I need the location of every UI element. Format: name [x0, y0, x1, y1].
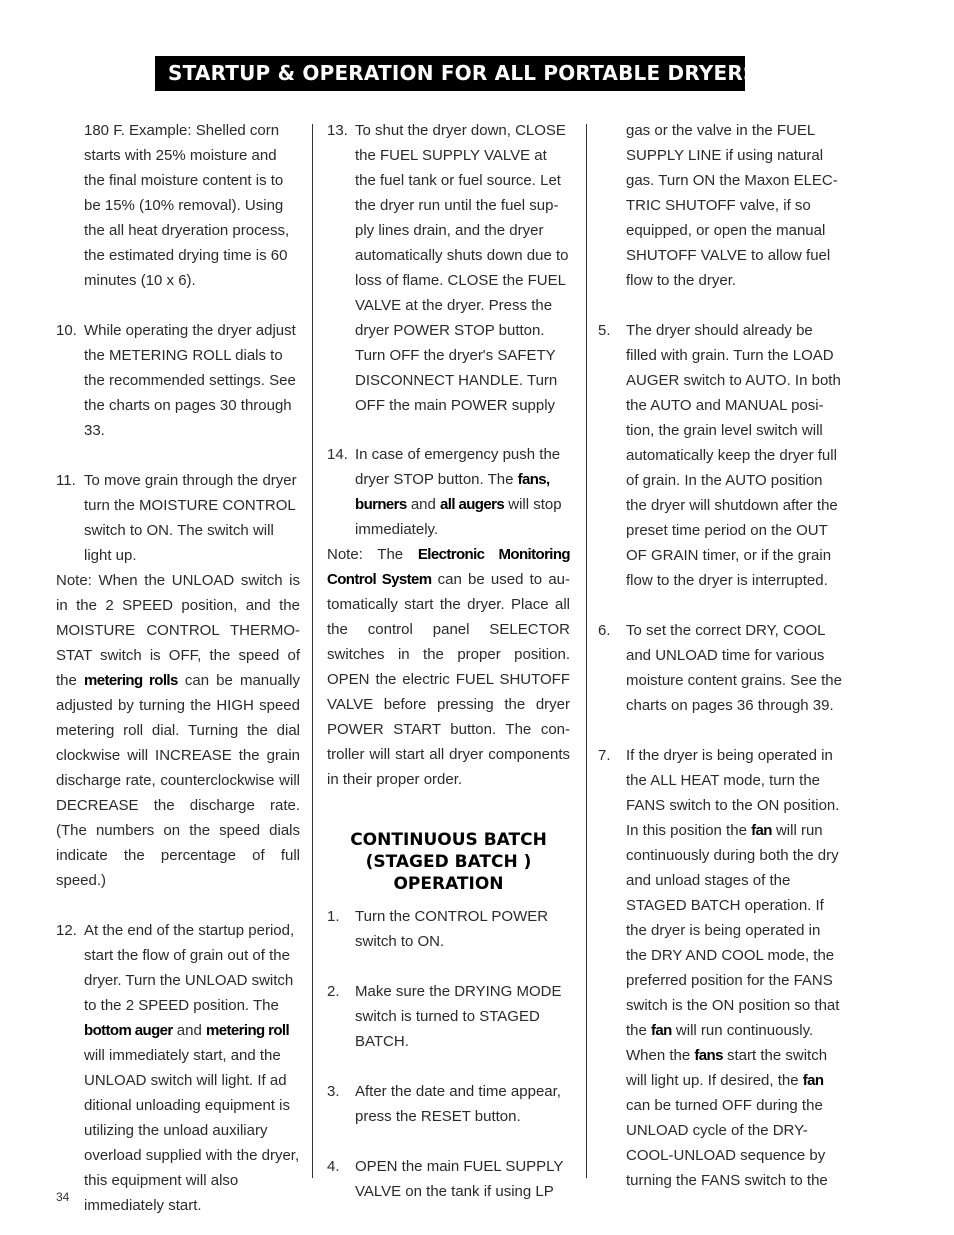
list-text: OPEN the main FUEL SUPPLY VALVE on the tank if using LP	[355, 1158, 564, 1200]
list-text: can be turned OFF during the UNLOAD cycle of the DRY-COOL-UNLOAD sequence by turning the FANS switch to the	[626, 1097, 828, 1189]
list-text: In case of emergency push the dryer STOP button. The	[355, 446, 561, 488]
note-text: Note: The	[327, 546, 418, 563]
column-left	[56, 118, 300, 1218]
list-text: will run continuously. When the	[626, 1022, 814, 1064]
section-heading-line: OPERATION	[393, 874, 504, 894]
list-item-14	[327, 442, 570, 542]
page-title-banner: STARTUP & OPERATION FOR ALL PORTABLE DRYERS	[155, 56, 745, 91]
note-text: Note: When the UNLOAD switch is in the 2 SPEED position, and the MOISTURE CONTROL THERMO-STAT switch is OFF, the speed of the	[56, 572, 300, 689]
list-text: After the date and time appear, press the RESET button.	[355, 1083, 561, 1125]
list-number: 13.	[327, 122, 348, 139]
list-number: 1.	[327, 908, 340, 925]
list-text: and	[406, 496, 441, 513]
list-number: 3.	[327, 1083, 340, 1100]
section-heading-line: CONTINUOUS BATCH	[350, 830, 547, 850]
column-middle	[327, 118, 570, 1204]
list-item-3	[327, 1079, 570, 1129]
highlight-term: metering roll	[206, 1022, 290, 1039]
list-number: 6.	[598, 622, 611, 639]
list-number: 2.	[327, 983, 340, 1000]
highlight-term: Electronic Monitoring Control System	[327, 546, 570, 588]
list-text: will stop immediately.	[355, 496, 562, 538]
column-right	[598, 118, 843, 1193]
list-text: start the switch will light up. If desired, the	[626, 1047, 828, 1089]
list-number: 5.	[598, 322, 611, 339]
list-text: Turn the CONTROL POWER switch to ON.	[355, 908, 549, 950]
column-divider	[312, 124, 313, 1178]
list-text: Make sure the DRYING MODE switch is turned to STAGED BATCH.	[355, 983, 562, 1050]
list-number: 11.	[56, 472, 76, 489]
note-text: can be manually adjusted by turning the HIGH speed metering roll dial. Turning the dial clockwise will INCREASE the grain discharge rate, counterclockwise will DECREASE the discharge rate. (The numbers on the speed dials indicate the percentage of full speed.)	[56, 672, 300, 889]
list-number: 10.	[56, 322, 77, 339]
highlight-term: metering rolls	[83, 672, 178, 689]
list-text: will run continuously during both the dry and unload stages of the STAGED BATCH operation. If the dryer is being operated in the DRY AND COOL mode, the preferred position for the FANS switch is the ON position so that the	[626, 822, 840, 1039]
list-number: 4.	[327, 1158, 340, 1175]
list-text: At the end of the startup period, start the flow of grain out of the dryer. Turn the UNLOAD switch to the 2 SPEED position. The	[84, 922, 295, 1014]
list-item-13	[327, 118, 570, 418]
list-item-2	[327, 979, 570, 1054]
paragraph-continuation: 180 F. Example: Shelled corn starts with 25% moisture and the final moisture content is to be 15% (10% removal). Using the all heat dryeration process, the estimated drying time is 60 minutes (10 x 6).	[84, 122, 290, 289]
list-item-5	[598, 318, 843, 593]
list-text: While operating the dryer adjust the METERING ROLL dials to the recommended settings. See the charts on pages 30 through 33.	[84, 322, 296, 439]
highlight-term: bottom auger	[84, 1022, 173, 1039]
list-text: To set the correct DRY, COOL and UNLOAD time for various moisture content grains. See the charts on pages 36 through 39.	[626, 622, 842, 714]
list-item-6	[598, 618, 843, 718]
note-paragraph	[327, 542, 570, 792]
highlight-term: fans, burners	[355, 471, 550, 513]
list-item-7	[598, 743, 843, 1193]
note-text: can be used to au-tomatically start the dryer. Place all the control panel SELECTOR switches in the proper position. OPEN the electric FUEL SHUTOFF VALVE before pressing the dryer POWER START button. The con-troller will start all dryer components in their proper order.	[327, 571, 570, 788]
list-item-4	[327, 1154, 570, 1204]
column-divider	[586, 124, 587, 1178]
list-text: will immediately start, and the UNLOAD switch will light. If ad ditional unloading equipment is utilizing the unload auxiliary overload supplied with the dryer, this equipment will also immediately start.	[84, 1047, 300, 1214]
highlight-term: fan	[751, 822, 772, 839]
list-item-11	[56, 468, 300, 568]
note-paragraph	[56, 568, 300, 893]
highlight-term: all augers	[440, 496, 505, 513]
list-item-1	[327, 904, 570, 954]
highlight-term: fan	[651, 1022, 672, 1039]
list-number: 7.	[598, 747, 611, 764]
list-number: 12.	[56, 922, 77, 939]
highlight-term: fan	[802, 1072, 824, 1089]
list-text: and	[172, 1022, 207, 1039]
highlight-term: fans	[694, 1047, 723, 1064]
section-heading-line: (STAGED BATCH )	[365, 852, 532, 872]
page-number: 34	[56, 1190, 70, 1204]
list-text: The dryer should already be filled with grain. Turn the LOAD AUGER switch to AUTO. In both the AUTO and MANUAL posi-tion, the grain level switch will automatically keep the dryer full of grain. In the AUTO position the dryer will shutdown after the preset time period on the OUT OF GRAIN timer, or if the grain flow to the dryer is interrupted.	[626, 322, 841, 589]
list-text: To shut the dryer down, CLOSE the FUEL SUPPLY VALVE at the fuel tank or fuel source. Let the dryer run until the fuel sup-ply lines drain, and the dryer automatically shuts down due to loss of flame. CLOSE the FUEL VALVE at the dryer. Press the dryer POWER STOP button. Turn OFF the dryer's SAFETY DISCONNECT HANDLE. Turn OFF the main POWER supply	[355, 122, 569, 414]
list-item-10	[56, 318, 300, 443]
section-heading	[327, 829, 570, 895]
paragraph-continuation: gas or the valve in the FUEL SUPPLY LINE if using natural gas. Turn ON the Maxon ELEC-TRIC SHUTOFF valve, if so equipped, or open the manual SHUTOFF VALVE to allow fuel flow to the dryer.	[626, 122, 838, 289]
list-number: 14.	[327, 446, 348, 463]
list-item-12	[56, 918, 300, 1218]
list-text: To move grain through the dryer turn the MOISTURE CONTROL switch to ON. The switch will light up.	[84, 472, 297, 564]
list-text: If the dryer is being operated in the ALL HEAT mode, turn the FANS switch to the ON position. In this position the	[626, 747, 840, 839]
